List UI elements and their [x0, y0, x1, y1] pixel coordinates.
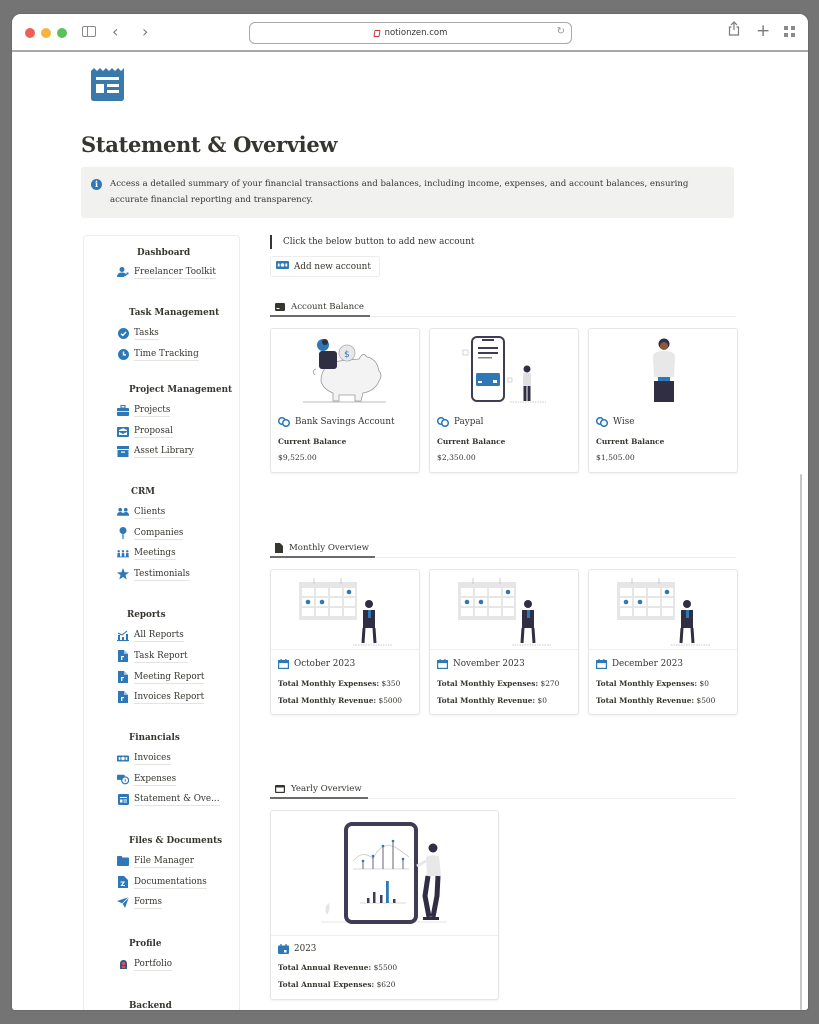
- document-icon: [117, 650, 129, 662]
- annual-expenses: [278, 980, 395, 989]
- statement-icon: [117, 793, 129, 805]
- add-new-account-button[interactable]: [270, 256, 380, 277]
- minimize-window-button[interactable]: [41, 28, 51, 38]
- sidebar-item-label: File Manager: [134, 855, 194, 866]
- month-title-text: November 2023: [453, 659, 525, 669]
- expenses-value: $350: [381, 679, 401, 688]
- balance-value: $1,505.00: [596, 453, 635, 462]
- tab-label: Account Balance: [291, 301, 365, 312]
- month-title-text: December 2023: [612, 659, 683, 669]
- monthly-revenue: [596, 696, 715, 705]
- document-icon: [275, 543, 283, 553]
- money-icon: [117, 752, 129, 764]
- expenses-value: $270: [540, 679, 560, 688]
- account-balance-view-bar: [270, 298, 736, 317]
- account-name: [596, 417, 634, 427]
- sidebar-item-label: Statement & Ove...: [134, 793, 220, 804]
- url-text: notionzen.com: [384, 28, 448, 38]
- calendar-illustration: [430, 570, 578, 650]
- revenue-label: Total Monthly Revenue:: [278, 696, 377, 705]
- sidebar-item-label: Documentations: [134, 876, 207, 887]
- revenue-label: Total Monthly Revenue:: [437, 696, 536, 705]
- sidebar-toggle-icon[interactable]: [82, 26, 96, 37]
- info-icon: i: [91, 179, 102, 190]
- sidebar-item-proposal[interactable]: [117, 423, 173, 439]
- info-callout: [81, 167, 734, 218]
- clock-icon: [117, 348, 129, 360]
- calendar-illustration: [589, 570, 737, 650]
- account-card-bank-savings[interactable]: [270, 328, 420, 473]
- sidebar-item-label: Proposal: [134, 425, 173, 436]
- share-icon[interactable]: [728, 21, 740, 41]
- sidebar-item-forms[interactable]: [117, 894, 162, 910]
- tab-yearly-overview[interactable]: [270, 780, 368, 799]
- coins-icon: [278, 417, 290, 427]
- revenue-value: $0: [537, 696, 547, 705]
- archive-icon: [117, 445, 129, 457]
- analytics-illustration: [271, 811, 498, 936]
- account-name-text: Paypal: [454, 417, 484, 427]
- sidebar-heading-crm: CRM: [131, 487, 156, 497]
- sidebar-heading-profile: Profile: [129, 939, 162, 949]
- calendar-icon: [596, 659, 607, 669]
- sidebar-item-testimonials[interactable]: [117, 566, 190, 582]
- balance-label: Current Balance: [278, 437, 347, 446]
- month-title: [596, 659, 683, 669]
- revenue-label: Total Annual Revenue:: [278, 963, 372, 972]
- envelope-icon: [117, 425, 129, 437]
- balance-value: $2,350.00: [437, 453, 476, 462]
- expenses-value: $0: [699, 679, 709, 688]
- tab-account-balance[interactable]: [270, 298, 370, 317]
- sidebar-item-projects[interactable]: [117, 402, 170, 418]
- sidebar-item-label: Meeting Report: [134, 671, 205, 682]
- sidebar-item-portfolio[interactable]: [117, 956, 172, 972]
- card-icon: [275, 303, 285, 311]
- add-new-account-label: Add new account: [294, 261, 371, 272]
- sidebar-item-label: Companies: [134, 527, 184, 538]
- folder-icon: [117, 855, 129, 867]
- sidebar-heading-task-management: Task Management: [129, 308, 220, 318]
- monthly-expenses: [437, 679, 559, 688]
- month-card-october-2023[interactable]: [270, 569, 420, 715]
- sidebar-heading-backend: Backend: [129, 1001, 172, 1010]
- monthly-revenue: [437, 696, 547, 705]
- sidebar-item-label: All Reports: [134, 629, 184, 640]
- person-illustration: [589, 329, 737, 409]
- expenses-value: $620: [376, 980, 396, 989]
- check-circle-icon: [117, 327, 129, 339]
- sidebar-item-invoices-report[interactable]: [117, 689, 204, 705]
- sidebar-item-label: Freelancer Toolkit: [134, 266, 216, 277]
- expenses-label: Total Monthly Expenses:: [437, 679, 539, 688]
- sidebar-item-documentations[interactable]: [117, 874, 207, 890]
- annual-revenue: [278, 963, 397, 972]
- sidebar-item-label: Forms: [134, 896, 162, 907]
- sidebar-item-file-manager[interactable]: [117, 853, 194, 869]
- sidebar-item-asset-library[interactable]: [117, 443, 194, 459]
- sidebar-item-label: Expenses: [134, 773, 177, 784]
- balance-value: $9,525.00: [278, 453, 317, 462]
- account-name: [437, 417, 483, 427]
- browser-toolbar: [12, 14, 808, 52]
- month-card-december-2023[interactable]: [588, 569, 738, 715]
- vertical-scrollbar[interactable]: [800, 474, 802, 1010]
- back-button[interactable]: ‹: [112, 22, 119, 41]
- sidebar-item-tasks[interactable]: [117, 325, 159, 341]
- tab-monthly-overview[interactable]: [270, 539, 375, 558]
- calendar-icon: [278, 659, 289, 669]
- svg-text:$: $: [344, 350, 350, 360]
- coins-icon: [596, 417, 608, 427]
- account-name-text: Wise: [613, 417, 635, 427]
- sidebar-item-all-reports[interactable]: [117, 627, 184, 643]
- sidebar-item-meeting-report[interactable]: [117, 669, 204, 685]
- instruction-quote: Click the below button to add new account: [270, 235, 474, 249]
- tab-label: Yearly Overview: [291, 783, 362, 794]
- sidebar-item-label: Clients: [134, 506, 166, 517]
- document-icon: [117, 671, 129, 683]
- monthly-revenue: [278, 696, 402, 705]
- sidebar-item-expenses[interactable]: [117, 771, 176, 787]
- address-bar[interactable]: [249, 22, 572, 44]
- calendar-icon: [278, 944, 289, 954]
- calendar-illustration: [271, 570, 419, 650]
- calendar-icon: [275, 784, 285, 793]
- account-card-paypal[interactable]: [429, 328, 579, 473]
- expenses-label: Total Monthly Expenses:: [278, 679, 380, 688]
- monthly-expenses: [596, 679, 709, 688]
- sidebar-item-label: Meetings: [134, 547, 176, 558]
- balance-label: Current Balance: [596, 437, 665, 446]
- sidebar-item-label: Invoices: [134, 752, 171, 763]
- sidebar-item-task-report[interactable]: [117, 648, 188, 664]
- sidebar-item-clients[interactable]: [117, 504, 165, 520]
- sidebar-item-label: Invoices Report: [134, 691, 205, 702]
- sidebar-heading-dashboard: Dashboard: [137, 248, 191, 258]
- document-icon: [117, 691, 129, 703]
- user-icon: [117, 266, 129, 278]
- coins-icon: [437, 417, 449, 427]
- account-name: [278, 417, 395, 427]
- sidebar-item-invoices[interactable]: [117, 750, 171, 766]
- pin-icon: [117, 527, 129, 539]
- sidebar-nav: [83, 235, 240, 1010]
- file-icon: [117, 876, 129, 888]
- page-title: Statement & Overview: [81, 132, 338, 157]
- month-title-text: October 2023: [294, 659, 356, 669]
- site-favicon-icon: [373, 30, 380, 37]
- year-card-2023[interactable]: [270, 810, 499, 1000]
- zoom-window-button[interactable]: [57, 28, 67, 38]
- people-icon: [117, 506, 129, 518]
- sidebar-heading-files-documents: Files & Documents: [129, 836, 223, 846]
- chart-icon: [117, 629, 129, 641]
- sidebar-item-label: Portfolio: [134, 958, 173, 969]
- month-card-november-2023[interactable]: [429, 569, 579, 715]
- close-window-button[interactable]: [25, 28, 35, 38]
- month-title: [437, 659, 525, 669]
- star-icon: [117, 568, 129, 580]
- sidebar-heading-project-management: Project Management: [129, 385, 233, 395]
- forward-button[interactable]: ›: [142, 22, 149, 41]
- tab-overview-icon[interactable]: [784, 26, 795, 37]
- sidebar-item-companies[interactable]: [117, 525, 183, 541]
- revenue-label: Total Monthly Revenue:: [596, 696, 695, 705]
- sidebar-item-label: Task Report: [134, 650, 188, 661]
- browser-window: [12, 14, 808, 1010]
- tab-label: Monthly Overview: [289, 542, 369, 553]
- sidebar-item-label: Time Tracking: [134, 348, 199, 359]
- callout-text: Access a detailed summary of your financial transactions and balances, including income, expenses, and account balances, ensuring accurate financial reporting and transparency.: [110, 179, 689, 205]
- account-card-wise[interactable]: [588, 328, 738, 473]
- monthly-expenses: [278, 679, 400, 688]
- sidebar-item-statement-overview[interactable]: [117, 791, 220, 807]
- sidebar-item-label: Asset Library: [134, 445, 194, 456]
- sidebar-item-label: Projects: [134, 404, 171, 415]
- page-content: [12, 54, 808, 1010]
- new-tab-button[interactable]: +: [756, 21, 771, 41]
- balance-label: Current Balance: [437, 437, 506, 446]
- money-icon: [276, 261, 289, 272]
- coins-icon: [117, 773, 129, 785]
- sidebar-heading-reports: Reports: [127, 610, 166, 620]
- sidebar-item-label: Testimonials: [134, 568, 190, 579]
- sidebar-item-freelancer-toolkit[interactable]: [117, 264, 216, 280]
- sidebar-item-time-tracking[interactable]: [117, 346, 199, 362]
- revenue-value: $5000: [378, 696, 403, 705]
- sidebar-item-label: Tasks: [134, 327, 159, 338]
- year-title: [278, 944, 316, 954]
- sidebar-item-meetings[interactable]: [117, 545, 176, 561]
- send-icon: [117, 896, 129, 908]
- reload-button[interactable]: ↻: [556, 26, 565, 37]
- expenses-label: Total Monthly Expenses:: [596, 679, 698, 688]
- expenses-label: Total Annual Expenses:: [278, 980, 375, 989]
- phone-payment-illustration: [430, 329, 578, 409]
- year-title-text: 2023: [294, 944, 317, 954]
- piggy-bank-illustration: [271, 329, 419, 409]
- revenue-value: $5500: [373, 963, 398, 972]
- revenue-value: $500: [696, 696, 716, 705]
- yearly-overview-view-bar: [270, 780, 736, 799]
- statement-icon: [90, 66, 125, 101]
- briefcase-icon: [117, 404, 129, 416]
- calendar-icon: [437, 659, 448, 669]
- group-icon: [117, 547, 129, 559]
- sidebar-heading-financials: Financials: [129, 733, 180, 743]
- account-name-text: Bank Savings Account: [295, 417, 395, 427]
- portfolio-icon: [117, 958, 129, 970]
- monthly-overview-view-bar: [270, 539, 736, 558]
- month-title: [278, 659, 355, 669]
